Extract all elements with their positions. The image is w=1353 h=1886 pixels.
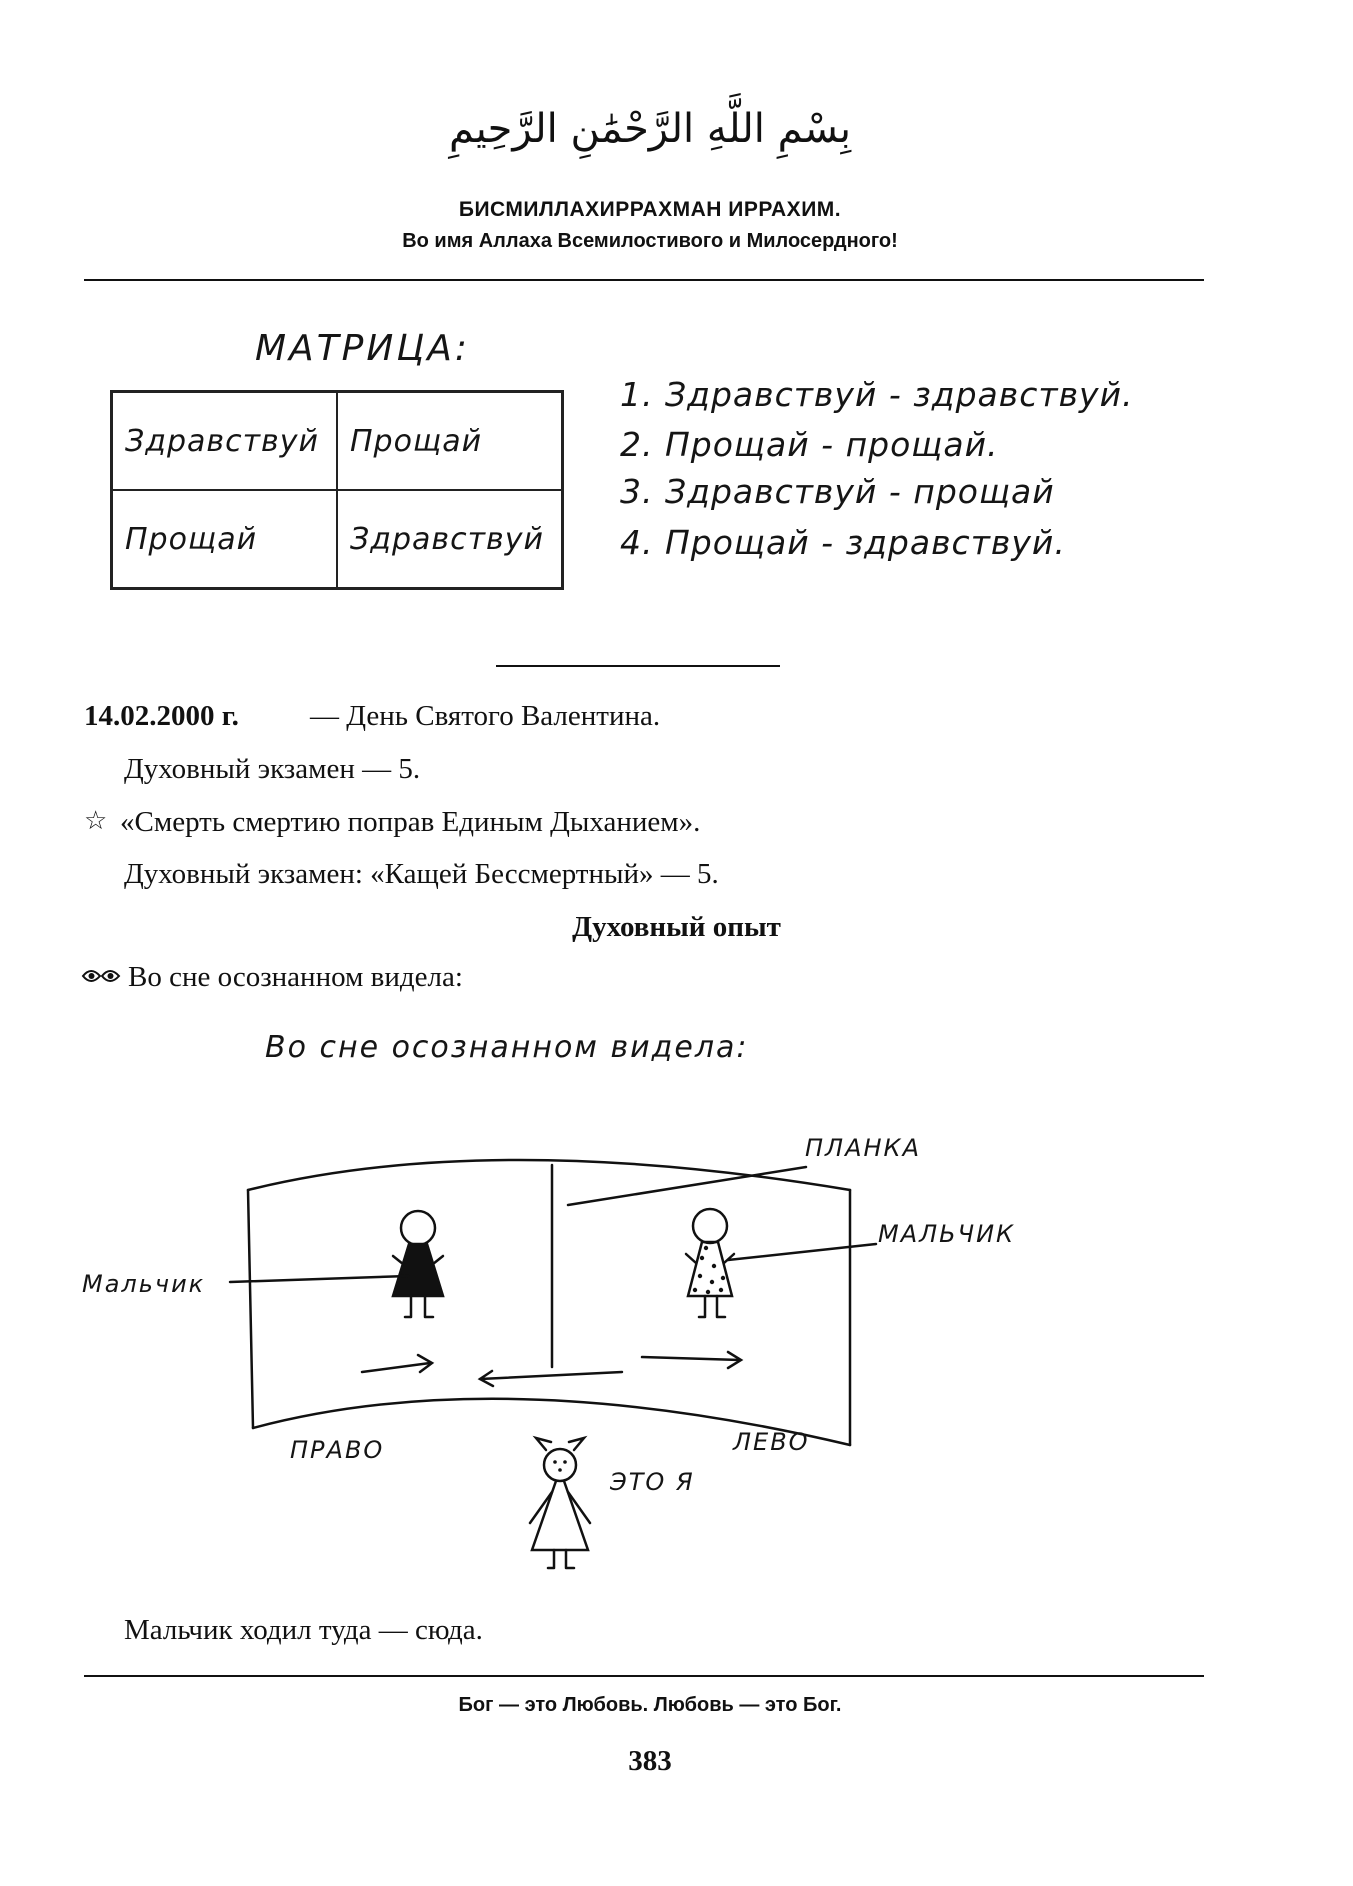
label-pravo: ПРАВО — [290, 1436, 385, 1464]
exam-result: Духовный экзамен: «Кащей Бессмертный» — 5. — [124, 858, 719, 890]
matrix-list-item: 2. Прощай - прощай. — [620, 425, 999, 464]
entry-date: 14.02.2000 г. — [84, 700, 239, 732]
matrix-row — [112, 490, 563, 589]
bismillah-calligraphy-text: بِسْمِ اللَّهِ الرَّحْمَٰنِ الرَّحِيمِ — [448, 106, 852, 152]
quote-line: «Смерть смертию поправ Единым Дыханием». — [120, 806, 701, 838]
dream-line: Во сне осознанном видела: — [128, 961, 463, 993]
footer-divider — [84, 1675, 1204, 1677]
section-heading: Духовный опыт — [572, 911, 781, 943]
star-outline-icon: ☆ — [84, 806, 108, 835]
boy-right-pointer — [728, 1244, 876, 1260]
drawing-caption: Во сне осознанном видела: — [265, 1030, 749, 1065]
boy-figure-dark — [393, 1211, 443, 1317]
planka-pointer — [568, 1167, 806, 1205]
header-title: БИСМИЛЛАХИРРАХМАН ИРРАХИМ. — [458, 198, 842, 221]
label-me: ЭТО Я — [610, 1468, 695, 1496]
boy-left-pointer — [230, 1276, 408, 1282]
label-levo: ЛЕВО — [733, 1428, 810, 1456]
matrix-cell: Прощай — [112, 490, 338, 589]
closing-line: Мальчик ходил туда — сюда. — [124, 1614, 483, 1646]
header-divider — [84, 279, 1204, 281]
matrix-heading: МАТРИЦА: — [255, 328, 471, 369]
matrix-list-item: 3. Здравствуй - прощай — [620, 472, 1055, 511]
header-subtitle: Во имя Аллаха Всемилостивого и Милосердного! — [402, 230, 898, 252]
label-boy-left: Мальчик — [82, 1270, 206, 1298]
arrow-right-right — [642, 1357, 740, 1360]
screen-left-edge — [248, 1190, 253, 1428]
exam-result: Духовный экзамен — 5. — [124, 753, 421, 785]
entry-title: — День Святого Валентина. — [310, 700, 661, 732]
boy-figure-dotted — [686, 1209, 734, 1317]
label-planka: ПЛАНКА — [805, 1134, 922, 1162]
arrow-left — [480, 1372, 622, 1379]
matrix-cell: Здравствуй — [337, 490, 563, 589]
dream-sketch — [60, 1120, 1040, 1590]
page-number: 383 — [628, 1745, 672, 1777]
eyes-icon — [80, 961, 122, 991]
matrix-cell: Здравствуй — [112, 392, 338, 491]
girl-figure-me — [530, 1438, 590, 1568]
footer-motto: Бог — это Любовь. Любовь — это Бог. — [458, 1694, 842, 1716]
matrix-table — [110, 390, 564, 590]
matrix-cell: Прощай — [337, 392, 563, 491]
label-boy-right: МАЛЬЧИК — [878, 1220, 1016, 1248]
matrix-row — [112, 392, 563, 491]
section-separator — [496, 665, 780, 667]
matrix-list-item: 1. Здравствуй - здравствуй. — [620, 375, 1134, 414]
matrix-list-item: 4. Прощай - здравствуй. — [620, 523, 1066, 562]
girl-face-marks — [553, 1460, 567, 1472]
bismillah-calligraphy — [440, 80, 860, 175]
